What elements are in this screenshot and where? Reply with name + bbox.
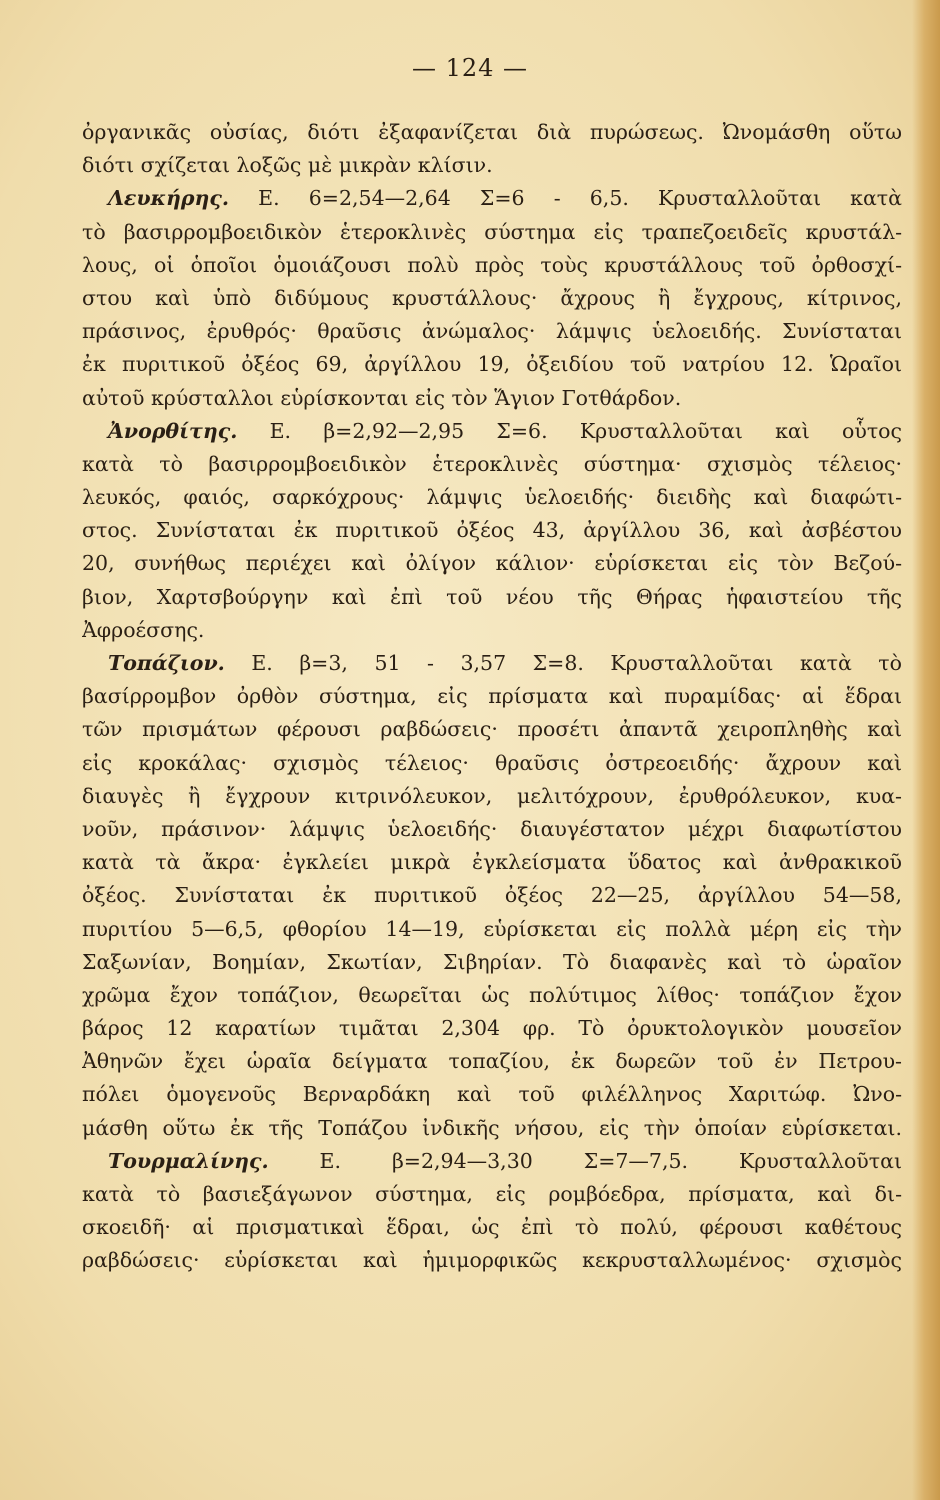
text-line: [82, 813, 902, 846]
text-line: [82, 149, 902, 182]
text-line: [82, 1012, 902, 1045]
text-line: [82, 481, 902, 514]
line-text: ὀξέος. Συνίσταται ἐκ πυριτικοῦ ὀξέος 22—25, ἀργίλλου 54—58,: [82, 883, 902, 908]
page-edge: [912, 0, 940, 1500]
entry-heading-line: [82, 647, 902, 680]
line-text: βάρος 12 καρατίων τιμᾶται 2,304 φρ. Τὸ ὀρυκτολογικὸν μουσεῖον: [82, 1016, 902, 1041]
mineral-term: Λευκήρης.: [108, 186, 230, 211]
text-line: [82, 282, 902, 315]
line-text: πόλει ὁμογενοῦς Βερναρδάκη καὶ τοῦ φιλέλληνος Χαριτώφ. Ὠνο-: [82, 1082, 902, 1107]
text-line: [82, 747, 902, 780]
text-line: [82, 1045, 902, 1078]
page-number: — 124 —: [411, 54, 529, 82]
line-text: στου καὶ ὑπὸ διδύμους κρυστάλλους· ἄχρους ἢ ἔγχρους, κίτρινος,: [82, 285, 902, 310]
line-text: κατὰ τὸ βασιρρομβοειδικὸν ἑτεροκλινὲς σύστημα· σχισμὸς τέλειος·: [82, 451, 902, 476]
line-text: κατὰ τὸ βασιεξάγωνον σύστημα, εἰς ρομβόεδρα, πρίσματα, καὶ δι-: [82, 1182, 902, 1206]
line-text: λευκός, φαιός, σαρκόχρους· λάμψις ὑελοειδής· διειδὴς καὶ διαφώτι-: [82, 485, 902, 510]
text-line: [82, 216, 902, 249]
mineral-term: Τοπάζιον.: [108, 651, 225, 675]
line-text: μάσθη οὕτω ἐκ τῆς Τοπάζου ἰνδικῆς νήσου, εἰς τὴν ὁποίαν εὑρίσκεται.: [82, 1115, 902, 1140]
line-text: χρῶμα ἔχον τοπάζιον, θεωρεῖται ὡς πολύτιμος λίθος· τοπάζιον ἔχον: [82, 982, 902, 1007]
body-text: [82, 116, 902, 1278]
line-text: βασίρρομβον ὀρθὸν σύστημα, εἰς πρίσματα καὶ πυραμίδας· αἱ ἕδραι: [82, 684, 902, 709]
entry-heading-line: [82, 415, 902, 448]
entry-heading-line: [82, 1145, 902, 1178]
text-line: [82, 1112, 902, 1145]
text-line: [82, 946, 902, 979]
text-line: [82, 581, 902, 614]
line-text: κατὰ τὰ ἄκρα· ἐγκλείει μικρὰ ἐγκλείσματα ὕδατος καὶ ἀνθρακικοῦ: [82, 850, 902, 875]
text-line: [82, 514, 902, 547]
text-line: [82, 913, 902, 946]
line-text: σκοειδῆ· αἱ πρισματικαὶ ἕδραι, ὡς ἐπὶ τὸ πολύ, φέρουσι καθέτους: [82, 1215, 902, 1240]
mineral-term: Τουρμαλίνης.: [108, 1148, 269, 1173]
line-text: λους, οἱ ὁποῖοι ὁμοιάζουσι πολὺ πρὸς τοὺς κρυστάλλους τοῦ ὀρθοσχί-: [82, 252, 902, 277]
line-text: Ε. β=2,92—2,95 Σ=6. Κρυσταλλοῦται καὶ οὗτος: [237, 418, 902, 443]
line-text: τῶν πρισμάτων φέρουσι ραβδώσεις· προσέτι ἀπαντᾶ χειροπληθὴς καὶ: [82, 717, 902, 742]
text-line: [82, 1078, 902, 1111]
line-text: Ε. β=3, 51 - 3,57 Σ=8. Κρυσταλλοῦται κατὰ τὸ: [224, 651, 902, 675]
text-line: [82, 780, 902, 813]
text-line: [82, 249, 902, 282]
text-line: [82, 1178, 902, 1211]
line-text: νοῦν, πράσινον· λάμψις ὑελοειδής· διαυγέστατον μέχρι διαφωτίστου: [82, 816, 902, 841]
line-text: Ε. β=2,94—3,30 Σ=7—7,5. Κρυσταλλοῦται: [268, 1148, 902, 1173]
line-text: διότι σχίζεται λοξῶς μὲ μικρὰν κλίσιν.: [82, 153, 493, 178]
line-text: διαυγὲς ἢ ἔγχρουν κιτρινόλευκον, μελιτόχρουν, ἐρυθρόλευκον, κυα-: [82, 783, 902, 808]
text-line: [82, 979, 902, 1012]
text-line: [82, 846, 902, 879]
mineral-term: Ἀνορθίτης.: [108, 418, 238, 443]
line-text: ἐκ πυριτικοῦ ὀξέος 69, ἀργίλλου 19, ὀξειδίου τοῦ νατρίου 12. Ὡραῖοι: [82, 352, 902, 377]
text-line: [82, 448, 902, 481]
line-text: ὀργανικᾶς οὐσίας, διότι ἐξαφανίζεται διὰ πυρώσεως. Ὠνομάσθη οὕτω: [82, 120, 902, 144]
text-line: [82, 382, 902, 415]
line-text: εἰς κροκάλας· σχισμὸς τέλειος· θραῦσις ὀστρεοειδής· ἄχρουν καὶ: [82, 750, 902, 775]
text-line: [82, 1244, 902, 1277]
line-text: Σαξωνίαν, Βοημίαν, Σκωτίαν, Σιβηρίαν. Τὸ διαφανὲς καὶ τὸ ὡραῖον: [82, 949, 902, 974]
text-line: [82, 879, 902, 912]
line-text: 20, συνήθως περιέχει καὶ ὀλίγον κάλιον· εὑρίσκεται εἰς τὸν Βεζού-: [82, 551, 902, 576]
line-text: Ἀθηνῶν ἔχει ὡραῖα δείγματα τοπαζίου, ἐκ δωρεῶν τοῦ ἐν Πετρου-: [82, 1049, 902, 1074]
line-text: ραβδώσεις· εὑρίσκεται καὶ ἡμιμορφικῶς κεκρυσταλλωμένος· σχισμὸς: [82, 1248, 902, 1273]
text-line: [82, 1211, 902, 1244]
line-text: αὐτοῦ κρύσταλλοι εὑρίσκονται εἰς τὸν Ἅγιον Γοτθάρδον.: [82, 385, 682, 410]
line-text: Ε. 6=2,54—2,64 Σ=6 - 6,5. Κρυσταλλοῦται κατὰ: [229, 186, 902, 211]
line-text: Ἀφροέσσης.: [82, 617, 205, 642]
line-text: τὸ βασιρρομβοειδικὸν ἑτεροκλινὲς σύστημα εἰς τραπεζοειδεῖς κρυστάλ-: [82, 219, 902, 244]
text-line: [82, 547, 902, 580]
line-text: πράσινος, ἐρυθρός· θραῦσις ἀνώμαλος· λάμψις ὑελοειδής. Συνίσταται: [82, 319, 902, 344]
line-text: πυριτίου 5—6,5, φθορίου 14—19, εὑρίσκεται εἰς πολλὰ μέρη εἰς τὴν: [82, 916, 902, 941]
entry-heading-line: [82, 182, 902, 215]
text-line: [82, 315, 902, 348]
line-text: βιον, Χαρτσβούργην καὶ ἐπὶ τοῦ νέου τῆς Θήρας ἡφαιστείου τῆς: [82, 584, 902, 609]
text-line: [82, 614, 902, 647]
text-line: [82, 116, 902, 149]
text-line: [82, 348, 902, 381]
text-line: [82, 680, 902, 713]
text-line: [82, 713, 902, 746]
line-text: στος. Συνίσταται ἐκ πυριτικοῦ ὀξέος 43, ἀργίλλου 36, καὶ ἀσβέστου: [82, 518, 902, 543]
